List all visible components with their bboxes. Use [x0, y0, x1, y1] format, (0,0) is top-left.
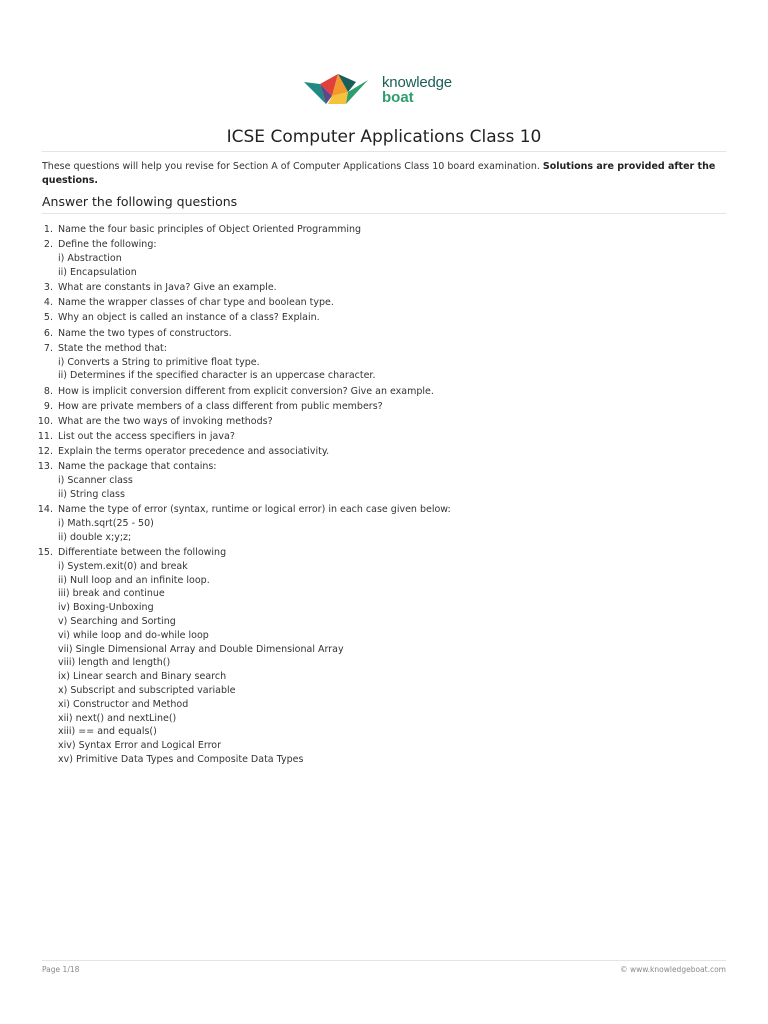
question-item [0, 281, 720, 295]
question-number: 14. [37, 504, 53, 516]
sub-question: v) Searching and Sorting [58, 615, 176, 627]
question-number: 8. [43, 385, 53, 397]
question-number: 12. [37, 446, 53, 458]
question-number: 3. [43, 281, 53, 293]
question-text: What are constants in Java? Give an example. [58, 281, 277, 293]
question-list [0, 223, 720, 768]
sub-question: ii) Determines if the specified character is an uppercase character. [58, 370, 376, 382]
sub-question: xv) Primitive Data Types and Composite Data Types [58, 753, 304, 765]
section-divider [42, 213, 726, 214]
intro-bold-text: Solutions are provided after the questions. [42, 161, 716, 186]
question-text: Name the package that contains: [58, 461, 217, 473]
sub-question: xiv) Syntax Error and Logical Error [58, 740, 222, 752]
sub-question: xiii) == and equals() [58, 726, 157, 738]
sub-question: viii) length and length() [58, 657, 171, 669]
question-number: 6. [43, 327, 53, 339]
sub-question: iii) break and continue [58, 588, 165, 600]
question-number: 1. [43, 224, 53, 235]
sub-question: ii) Encapsulation [58, 266, 137, 278]
logo-text-boat: boat [382, 89, 414, 106]
question-text: How are private members of a class different from public members? [58, 400, 383, 412]
sub-question: i) Scanner class [58, 475, 133, 487]
logo-text-knowledge: knowledge [382, 74, 452, 91]
question-number: 13. [37, 461, 53, 473]
question-text: Define the following: [58, 239, 157, 251]
question-item [0, 342, 720, 383]
question-item [0, 415, 720, 429]
section-heading: Answer the following questions [42, 194, 238, 209]
question-item [0, 460, 720, 501]
question-number: 11. [37, 431, 53, 443]
sub-question: xi) Constructor and Method [58, 698, 189, 710]
question-number: 7. [43, 342, 53, 354]
sub-question: vii) Single Dimensional Array and Double Dimensional Array [58, 643, 344, 655]
question-number: 5. [43, 312, 53, 324]
title-divider [42, 151, 726, 152]
question-text: How is implicit conversion different from explicit conversion? Give an example. [58, 385, 434, 397]
question-number: 15. [37, 547, 53, 558]
question-item [0, 238, 720, 279]
question-text: List out the access specifiers in java? [58, 431, 235, 443]
question-item [0, 385, 720, 399]
sub-question: i) Math.sqrt(25 - 50) [58, 518, 154, 530]
question-number: 4. [43, 297, 53, 309]
question-number: 2. [43, 239, 53, 251]
question-text: Name the four basic principles of Object Oriented Programming [58, 224, 362, 235]
sub-question: ii) String class [58, 489, 125, 501]
sub-question: x) Subscript and subscripted variable [58, 684, 236, 696]
knowledgeboat-logo [302, 70, 467, 110]
question-text: What are the two ways of invoking methods? [58, 415, 273, 427]
question-item [0, 400, 720, 414]
website-link[interactable]: © www.knowledgeboat.com [620, 965, 726, 974]
sub-question: ii) Null loop and an infinite loop. [58, 574, 210, 586]
question-text: Why an object is called an instance of a class? Explain. [58, 312, 320, 324]
question-item [0, 503, 720, 544]
question-item [0, 430, 720, 444]
question-number: 10. [37, 415, 53, 427]
question-item [0, 296, 720, 310]
page-number: Page 1/18 [42, 965, 80, 974]
sub-question: iv) Boxing-Unboxing [58, 602, 154, 614]
question-text: Name the two types of constructors. [58, 327, 232, 339]
sub-question: i) System.exit(0) and break [58, 560, 188, 572]
sub-question: ii) double x;y;z; [58, 531, 132, 543]
page-title: ICSE Computer Applications Class 10 [226, 127, 542, 147]
question-item [0, 546, 720, 767]
intro-paragraph [42, 160, 722, 188]
intro-text: These questions will help you revise for Section A of Computer Applications Class 10 board examination. [42, 161, 543, 172]
question-item [0, 445, 720, 459]
question-item [0, 327, 720, 341]
question-number: 9. [43, 400, 53, 412]
question-item [0, 223, 720, 237]
sub-question: vi) while loop and do-while loop [58, 629, 209, 641]
question-text: Name the type of error (syntax, runtime or logical error) in each case given below: [58, 504, 451, 516]
footer-divider [42, 960, 726, 961]
question-text: Differentiate between the following [58, 547, 227, 558]
question-item [0, 311, 720, 325]
sub-question: i) Converts a String to primitive float type. [58, 356, 260, 368]
sub-question: i) Abstraction [58, 252, 122, 264]
question-text: Explain the terms operator precedence and associativity. [58, 446, 330, 458]
sub-question: ix) Linear search and Binary search [58, 671, 227, 683]
sub-question: xii) next() and nextLine() [58, 712, 177, 724]
question-text: Name the wrapper classes of char type and boolean type. [58, 297, 334, 309]
question-text: State the method that: [58, 342, 167, 354]
boat-logo-icon [302, 70, 378, 106]
